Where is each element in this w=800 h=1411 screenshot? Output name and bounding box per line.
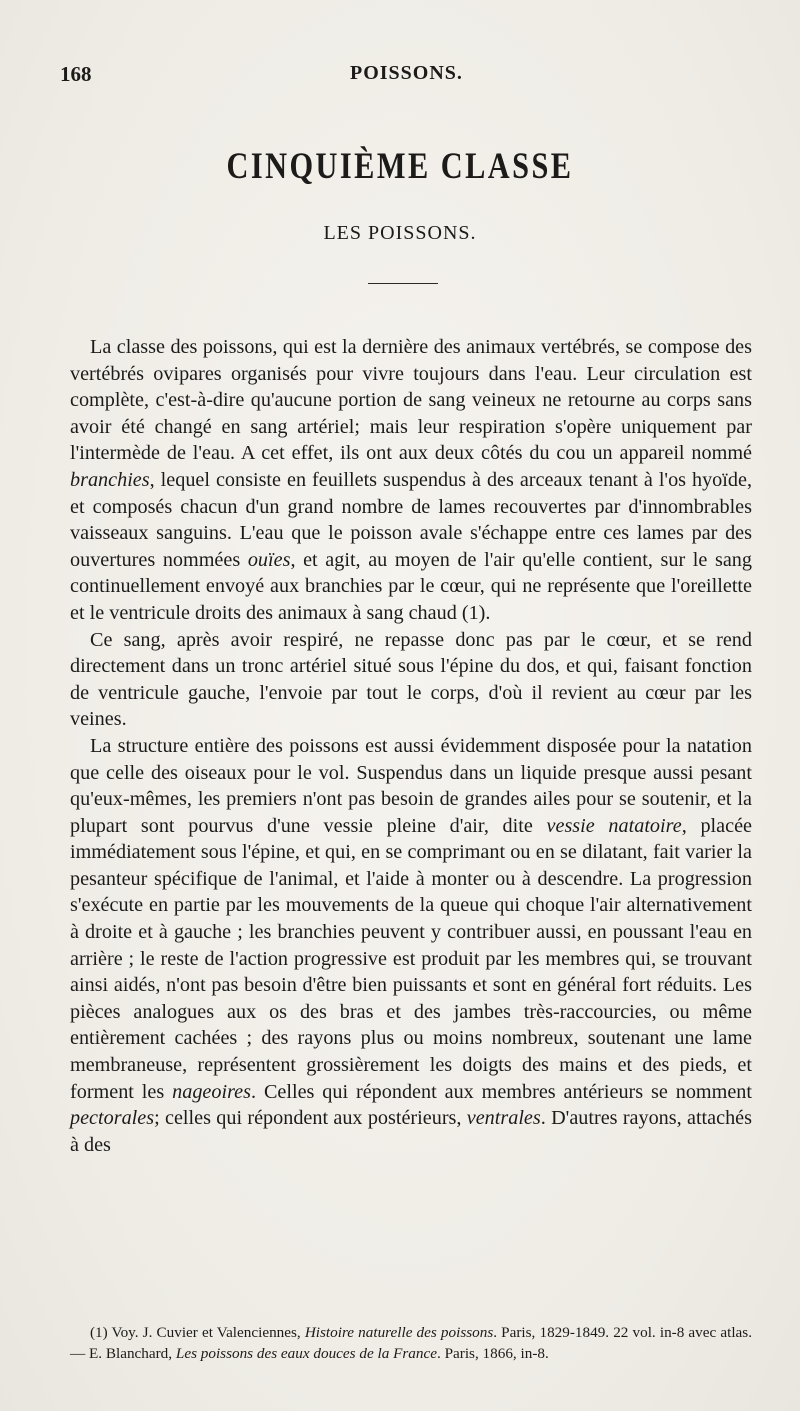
- italic-term: ventrales: [466, 1107, 541, 1130]
- paragraph-circulation: Ce sang, après avoir respiré, ne repasse donc pas par le cœur, et se rend directement dans un tronc artériel situé sous l'épine du dos, et qui, faisant fonction de ventricule gauche, l'envoie par tout le corps, d'où il revient au cœur par les veines.: [70, 628, 752, 731]
- text-run: . Paris, 1829-1849. 22 vol. in-8 avec atlas. — E. Blanchard,: [70, 1324, 753, 1362]
- body-text: [70, 334, 752, 1158]
- italic-term: branchies: [70, 468, 150, 491]
- text-run: La structure entière des poissons est aussi évidemment disposée pour la natation que celle des oiseaux pour le vol. Suspendus dans un liquide presque aussi pesant qu'eux-mêmes, les premiers n'ont pas besoin de grandes ailes pour se soutenir, et la plupart sont pourvus d'une vessie pleine d'air, dite: [70, 734, 752, 837]
- running-head: [60, 62, 750, 92]
- text-run: , et agit, au moyen de l'air qu'elle contient, sur le sang continuellement envoyé aux branchies par le cœur, qui ne représente que l'oreillette et le ventricule droits des animaux à sang chaud (1).: [70, 548, 752, 624]
- footnote: [70, 1323, 752, 1364]
- text-run: . D'autres rayons, attachés à des: [70, 1107, 752, 1156]
- section-divider: [368, 283, 438, 284]
- italic-term: pectorales: [70, 1107, 155, 1130]
- text-run: ; celles qui répondent aux postérieurs,: [154, 1107, 467, 1130]
- italic-term: nageoires: [172, 1080, 251, 1103]
- italic-term: vessie natatoire: [546, 814, 682, 837]
- paragraph-respiration: [70, 334, 752, 627]
- page-number: 168: [60, 62, 92, 86]
- text-run: La classe des poissons, qui est la dernière des animaux vertébrés, se compose des vertébrés ovipares organisés pour vivre toujours dans l'eau. Leur circulation est complète, c'est-à-dire qu'aucune portion de sang veineux ne retourne au corps sans avoir été changé en sang artériel; mais leur respiration s'opère uniquement par l'intermède de l'eau. A cet effet, ils ont aux deux côtés du cou un appareil nommé: [70, 336, 752, 465]
- text-run: . Paris, 1866, in-8.: [436, 1344, 549, 1362]
- italic-term: ouïes: [247, 548, 291, 571]
- text-run: (1) Voy. J. Cuvier et Valenciennes,: [90, 1324, 305, 1341]
- class-heading: CINQUIÈME CLASSE: [226, 146, 574, 187]
- footnote-text: [70, 1323, 752, 1364]
- text-run: . Celles qui répondent aux membres antérieurs se nomment: [251, 1080, 752, 1103]
- paragraph-structure: [70, 733, 752, 1159]
- italic-title: Histoire naturelle des poissons: [304, 1324, 494, 1341]
- text-run: , placée immédiatement sous l'épine, et qui, en se comprimant ou en se dilatant, fait varier la pesanteur spécifique de l'animal, et l'aide à monter ou à descendre. La progression s'exécute en partie par les mouvements de la queue qui choque l'air alternativement à droite et à gauche ; les branchies peuvent y contribuer aussi, en poussant l'eau en arrière ; le reste de l'action progressive est produit par les membres qui, se trouvant ainsi aidés, n'ont pas besoin d'être bien puissants et sont en général fort réduits. Les pièces analogues aux os des bras et des jambes très-raccourcies, ou même entièrement cachées ; des rayons plus ou moins nombreux, soutenant une lame membraneuse, représentent grossièrement les doigts des mains et des pieds, et forment les: [70, 814, 752, 1103]
- text-run: , lequel consiste en feuillets suspendus à des arceaux tenant à l'os hyoïde, et composés chacun d'un grand nombre de lames recouvertes par d'innombrables vaisseaux sanguins. L'eau que le poisson avale s'échappe entre ces lames par des ouvertures nommées: [70, 468, 752, 571]
- italic-title: Les poissons des eaux douces de la France: [175, 1344, 437, 1362]
- section-subtitle: LES POISSONS.: [323, 222, 477, 244]
- running-title: POISSONS.: [350, 62, 463, 84]
